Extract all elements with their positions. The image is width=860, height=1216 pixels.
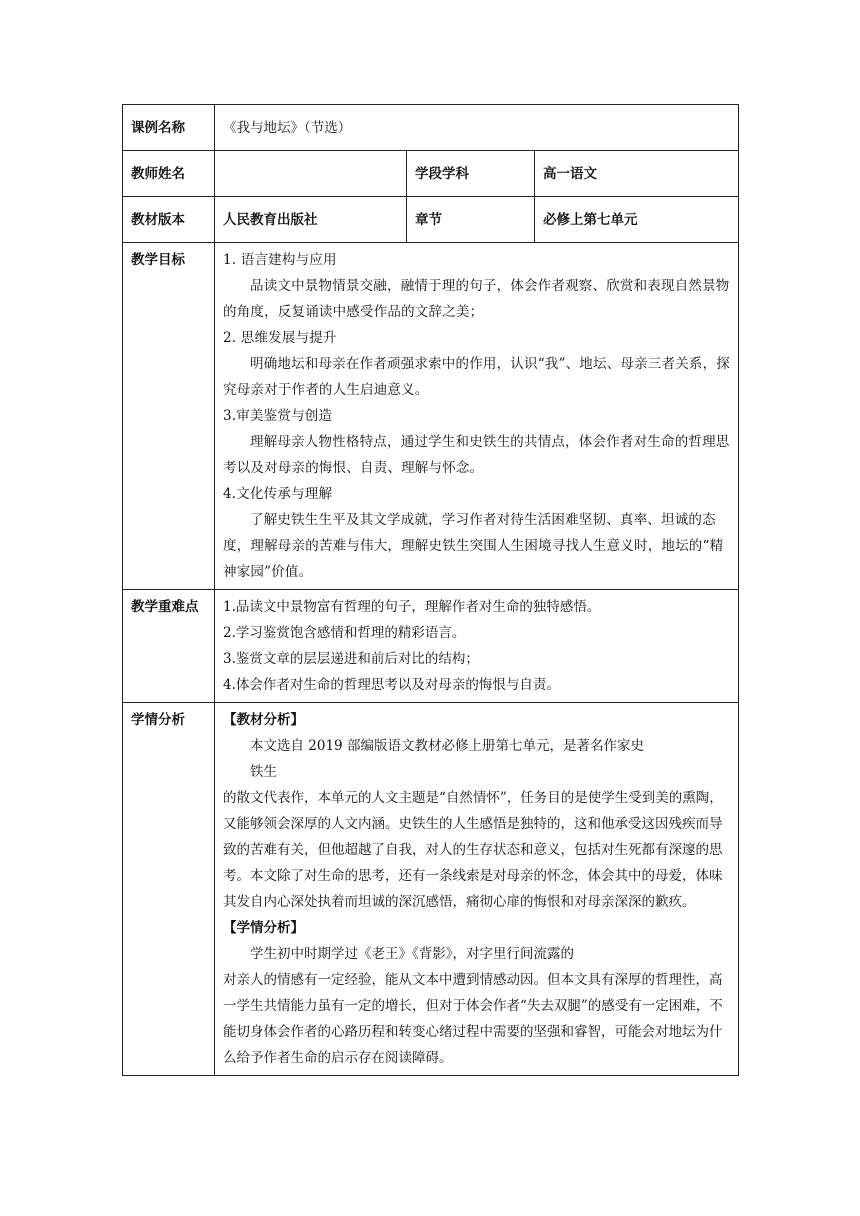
analysis-content bbox=[215, 703, 739, 1076]
teacher-name-value bbox=[215, 151, 407, 197]
textbook-row bbox=[123, 197, 739, 243]
chapter-label: 章节 bbox=[407, 197, 535, 243]
chapter-value: 必修上第七单元 bbox=[535, 197, 739, 243]
analysis-row bbox=[123, 703, 739, 1076]
course-name-label: 课例名称 bbox=[123, 105, 215, 151]
keypoint-item: 4.体会作者对生命的哲理思考以及对母亲的悔恨与自责。 bbox=[223, 677, 560, 693]
keypoint-item: 2.学习鉴赏饱含感情和哲理的精彩语言。 bbox=[223, 625, 466, 641]
goal-text: 理解母亲人物性格特点，通过学生和史铁生的共情点，体会作者对生命的哲理思考以及对母亲的悔恨、自责、理解与怀念。 bbox=[223, 434, 730, 476]
course-name-value: 《我与地坛》（节选） bbox=[215, 105, 739, 151]
textbook-analysis-line: 铁生 bbox=[250, 764, 277, 780]
keypoint-item: 1.品读文中景物富有哲理的句子，理解作者对生命的独特感悟。 bbox=[223, 599, 601, 615]
goal-text: 品读文中景物情景交融，融情于理的句子，体会作者观察、欣赏和表现自然景物的角度，反复诵读中感受作品的文辞之美； bbox=[223, 278, 730, 320]
goal-heading: 3.审美鉴赏与创造 bbox=[223, 408, 333, 424]
subject-value: 高一语文 bbox=[535, 151, 739, 197]
goal-heading: 2. 思维发展与提升 bbox=[223, 330, 337, 346]
goals-label: 教学目标 bbox=[123, 243, 215, 590]
lesson-plan-table bbox=[122, 104, 739, 1076]
teacher-name-label: 教师姓名 bbox=[123, 151, 215, 197]
student-analysis-line: 学生初中时期学过《老王》《背影》，对字里行间流露的 bbox=[250, 946, 574, 962]
student-analysis-heading: 【学情分析】 bbox=[223, 920, 304, 936]
keypoints-content bbox=[215, 590, 739, 703]
teacher-row bbox=[123, 151, 739, 197]
textbook-analysis-text: 的散文代表作，本单元的人文主题是“自然情怀”，任务目的是使学生受到美的熏陶，又能够领会深厚的人文内涵。史铁生的人生感悟是独特的，这和他承受这因残疾而导致的苦难有关，但他超越了自我，对人的生存状态和意义，包括对生死都有深邃的思考。本文除了对生命的思考，还有一条线索是对母亲的怀念，体会其中的母爱，体味其发自内心深处执着而坦诚的深沉感悟，痛彻心扉的悔恨和对母亲深深的歉疚。 bbox=[223, 790, 723, 910]
textbook-analysis-line: 本文选自 2019 部编版语文教材必修上册第七单元，是著名作家史 bbox=[250, 738, 644, 754]
goals-row bbox=[123, 243, 739, 590]
course-name-row bbox=[123, 105, 739, 151]
keypoints-label: 教学重难点 bbox=[123, 590, 215, 703]
textbook-version-label: 教材版本 bbox=[123, 197, 215, 243]
goal-text: 了解史铁生生平及其文学成就，学习作者对待生活困难坚韧、真率、坦诚的态度，理解母亲的苦难与伟大，理解史铁生突围人生困境寻找人生意义时，地坛的“精神家园”价值。 bbox=[223, 512, 724, 580]
goal-heading: 1. 语言建构与应用 bbox=[223, 252, 337, 268]
subject-label: 学段学科 bbox=[407, 151, 535, 197]
keypoints-row bbox=[123, 590, 739, 703]
goal-heading: 4.文化传承与理解 bbox=[223, 486, 333, 502]
keypoint-item: 3.鉴赏文章的层层递进和前后对比的结构； bbox=[223, 651, 479, 667]
goal-text: 明确地坛和母亲在作者顽强求索中的作用，认识“我”、地坛、母亲三者关系，探究母亲对于作者的人生启迪意义。 bbox=[223, 356, 731, 398]
textbook-version-value: 人民教育出版社 bbox=[215, 197, 407, 243]
textbook-analysis-heading: 【教材分析】 bbox=[223, 712, 304, 728]
student-analysis-text: 对亲人的情感有一定经验，能从文本中遭到情感动因。但本文具有深厚的哲理性，高一学生共情能力虽有一定的增长，但对于体会作者“失去双腿”的感受有一定困难，不能切身体会作者的心路历程和转变心绪过程中需要的坚强和睿智，可能会对地坛为什么给予作者生命的启示存在阅读障碍。 bbox=[223, 972, 723, 1066]
goals-content bbox=[215, 243, 739, 590]
analysis-label: 学情分析 bbox=[123, 703, 215, 1076]
